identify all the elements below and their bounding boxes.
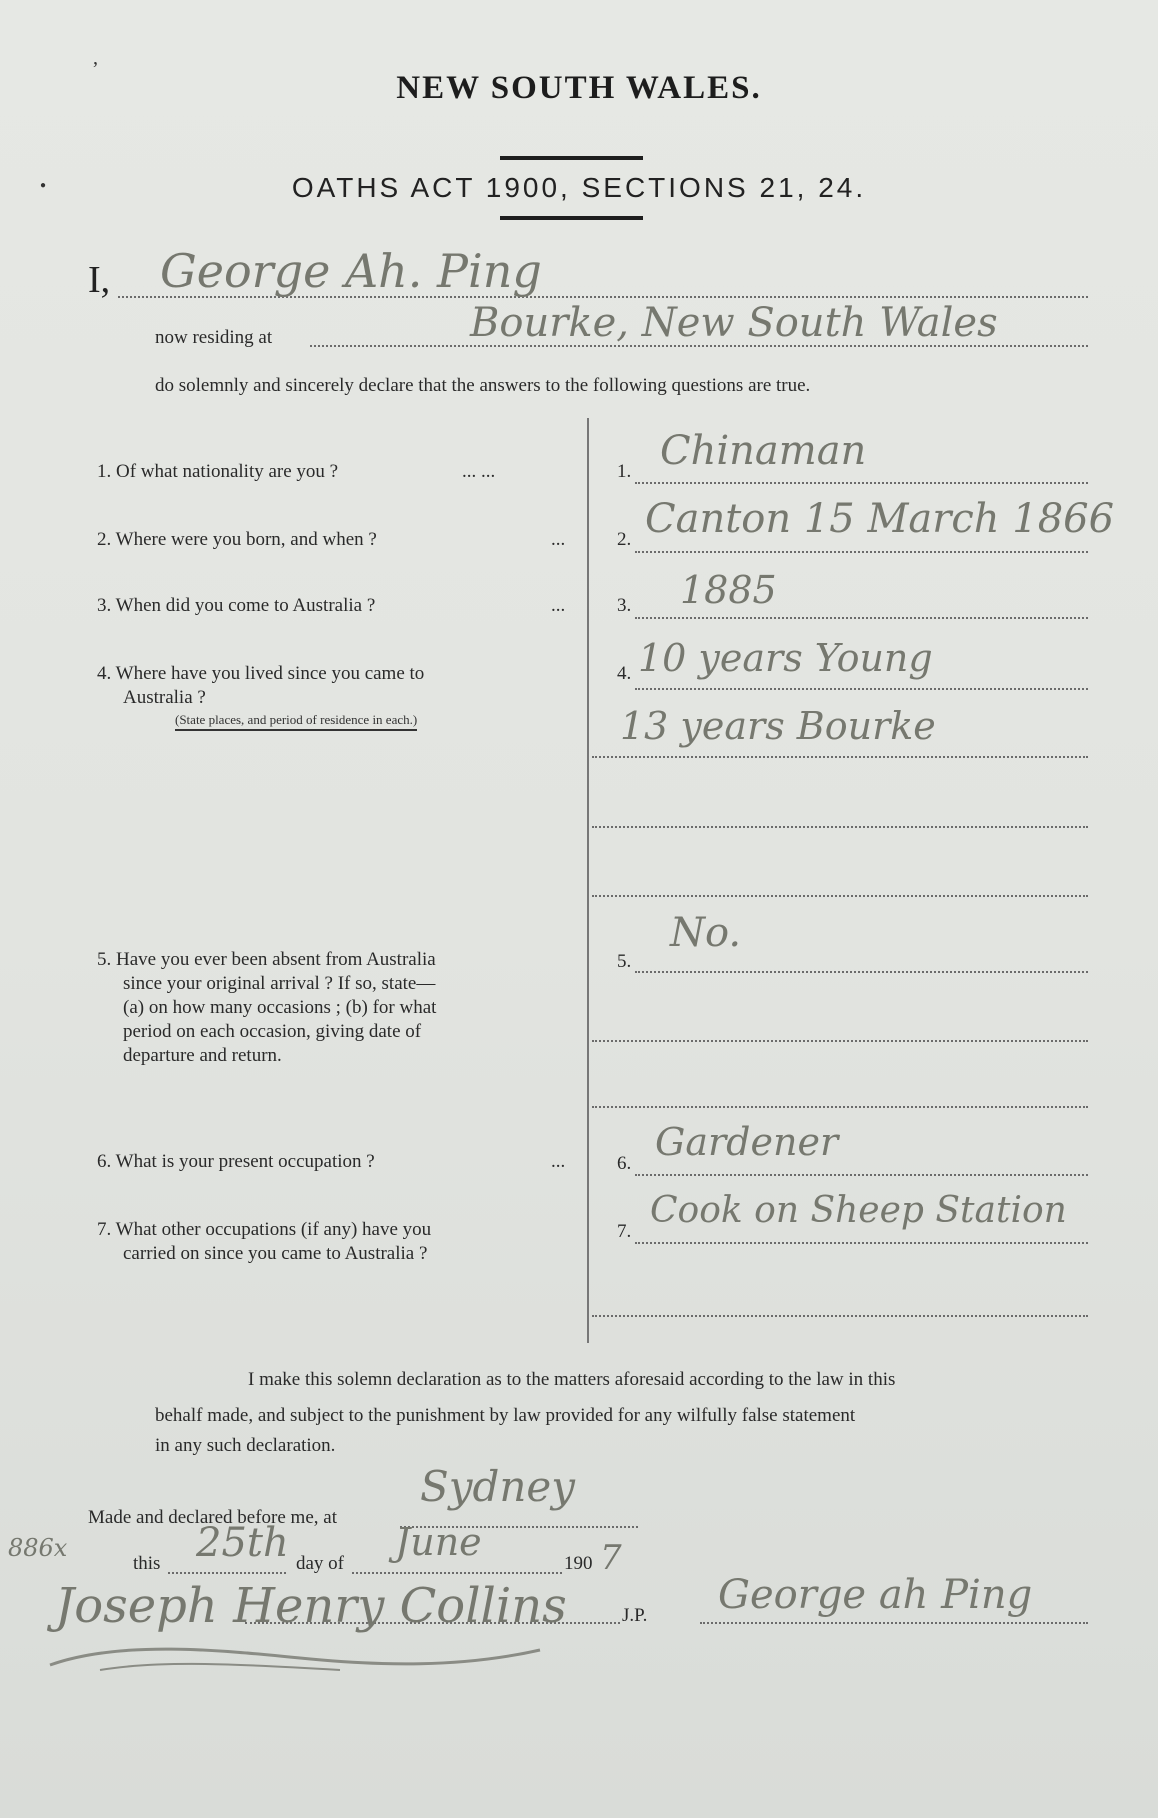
question-3-number: 3.	[97, 595, 112, 616]
residing-label: now residing at	[155, 327, 273, 348]
title-rule-bottom	[500, 216, 643, 220]
question-4-text: Where have you lived since you came to	[115, 663, 425, 684]
declaration-line-3: in any such declaration.	[155, 1435, 336, 1456]
month-value: June	[395, 1520, 482, 1564]
question-2-leader: ...	[551, 529, 566, 550]
answer-4-value: 10 years Young	[638, 636, 933, 680]
question-2-text: Where were you born, and when ?	[115, 529, 377, 550]
jp-label: J.P.	[622, 1605, 648, 1626]
question-1	[97, 460, 577, 484]
question-4	[97, 662, 577, 710]
page-title: NEW SOUTH WALES.	[396, 70, 762, 106]
declarant-signature: George ah Ping	[718, 1572, 1033, 1618]
question-1-number: 1.	[97, 461, 112, 482]
question-7-text: What other occupations (if any) have you	[115, 1219, 432, 1240]
question-3-text: When did you come to Australia ?	[115, 595, 376, 616]
question-2	[97, 528, 577, 552]
question-4-note: (State places, and period of residence in each.)	[175, 712, 417, 728]
answer-1-number: 1.	[617, 461, 632, 482]
question-4-number: 4.	[97, 663, 112, 684]
answer-5-line-3	[592, 1106, 1088, 1108]
question-1-text: Of what nationality are you ?	[116, 461, 339, 482]
answer-6-line	[635, 1174, 1088, 1176]
question-7-number: 7.	[97, 1219, 112, 1240]
question-6-leader: ...	[551, 1151, 566, 1172]
made-declared-label: Made and declared before me, at	[88, 1507, 337, 1528]
answer-3-value: 1885	[680, 568, 777, 612]
question-6	[97, 1150, 577, 1174]
declarant-prefix: I,	[88, 259, 111, 301]
declarant-signature-line	[700, 1622, 1088, 1624]
day-line	[168, 1572, 286, 1574]
residence-value: Bourke, New South Wales	[470, 300, 998, 346]
question-5-line-5: departure and return.	[123, 1045, 282, 1066]
answer-4-line-4	[592, 895, 1088, 897]
this-label: this	[133, 1553, 161, 1574]
question-7	[97, 1218, 587, 1266]
answer-5-line-2	[592, 1040, 1088, 1042]
column-divider	[587, 418, 589, 1343]
answer-6-number: 6.	[617, 1153, 632, 1174]
question-6-number: 6.	[97, 1151, 112, 1172]
question-5-line-3: (a) on how many occasions ; (b) for what	[123, 997, 437, 1018]
answer-2-number: 2.	[617, 529, 632, 550]
declaration-line-2: behalf made, and subject to the punishment by law provided for any wilfully false statement	[155, 1405, 856, 1426]
answer-7-line-2	[592, 1315, 1088, 1317]
title-rule-top	[500, 156, 643, 160]
question-5-number: 5.	[97, 949, 112, 970]
question-2-number: 2.	[97, 529, 112, 550]
answer-3-number: 3.	[617, 595, 632, 616]
question-5-line-2: since your original arrival ? If so, state—	[123, 973, 436, 994]
answer-4-line	[635, 688, 1088, 690]
question-6-text: What is your present occupation ?	[115, 1151, 375, 1172]
declarant-name: George Ah. Ping	[160, 244, 542, 298]
answer-4-line-2	[592, 756, 1088, 758]
answer-5-value: No.	[670, 910, 742, 956]
answer-3-line	[635, 617, 1088, 619]
question-3	[97, 594, 577, 618]
year-prefix: 190	[564, 1553, 593, 1574]
answer-2-line	[635, 551, 1088, 553]
answer-7-number: 7.	[617, 1221, 632, 1242]
signature-flourish	[40, 1620, 560, 1680]
declare-text: do solemnly and sincerely declare that the answers to the following questions are true.	[155, 375, 811, 396]
question-5	[97, 948, 587, 1068]
answer-2-value: Canton 15 March 1866	[645, 496, 1115, 542]
ink-dot: ●	[40, 180, 47, 191]
question-1-leader: ... ...	[462, 461, 496, 482]
question-7-text-cont: carried on since you came to Australia ?	[123, 1243, 428, 1264]
question-3-leader: ...	[551, 595, 566, 616]
answer-4-number: 4.	[617, 663, 632, 684]
place-value: Sydney	[420, 1462, 576, 1511]
question-5-line-4: period on each occasion, giving date of	[123, 1021, 422, 1042]
day-of-label: day of	[296, 1553, 345, 1574]
answer-7-value: Cook on Sheep Station	[650, 1190, 1067, 1231]
answer-5-line	[635, 971, 1088, 973]
ink-mark: ’	[92, 58, 99, 80]
answer-1-line	[635, 482, 1088, 484]
jp-signature: Joseph Henry Collins	[55, 1578, 567, 1634]
margin-note: 886x	[8, 1534, 68, 1562]
day-value: 25th	[196, 1520, 289, 1566]
answer-1-value: Chinaman	[660, 428, 867, 474]
declaration-line-1: I make this solemn declaration as to the matters aforesaid according to the law in this	[248, 1369, 896, 1390]
month-line	[352, 1572, 562, 1574]
page-subtitle: OATHS ACT 1900, SECTIONS 21, 24.	[291, 172, 867, 203]
answer-4-line-3	[592, 826, 1088, 828]
answer-7-line	[635, 1242, 1088, 1244]
answer-4-value-2: 13 years Bourke	[620, 704, 936, 748]
answer-6-value: Gardener	[655, 1120, 839, 1164]
answer-5-number: 5.	[617, 951, 632, 972]
question-5-line-1: Have you ever been absent from Australia	[116, 949, 436, 970]
question-4-text-cont: Australia ?	[123, 687, 206, 708]
year-suffix: 7	[600, 1538, 622, 1578]
